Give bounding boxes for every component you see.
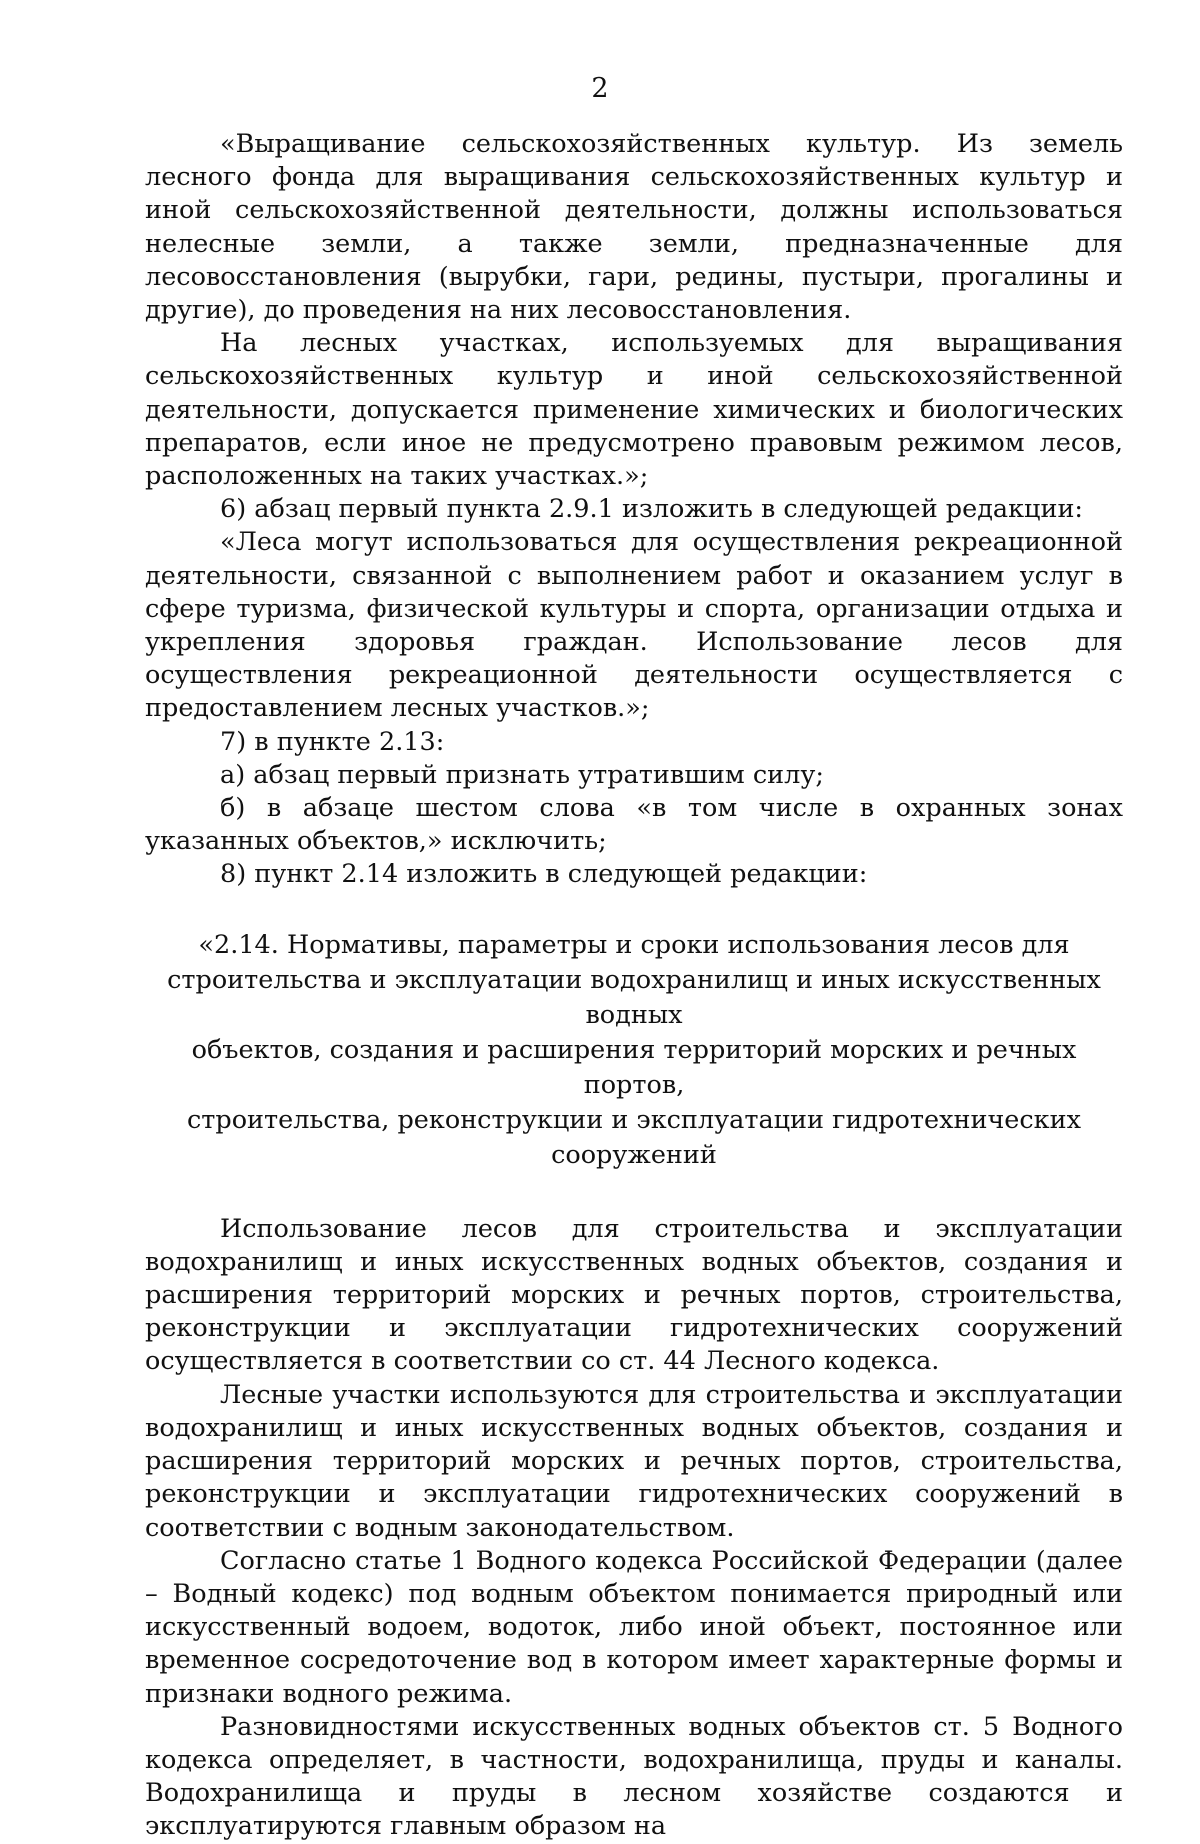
paragraph: Согласно статье 1 Водного кодекса Российской Федерации (далее – Водный кодекс) под водным объектом понимается природный или искусственный водоем, водоток, либо иной объект, постоянное или временное сосредоточение вод в котором имеет характерные формы и признаки водного режима. [145, 1545, 1123, 1709]
paragraph: Использование лесов для строительства и эксплуатации водохранилищ и иных искусственных водных объектов, создания и расширения территорий морских и речных портов, строительства, реконструкции и эксплуатации гидротехнических сооружений осуществляется в соответствии со ст. 44 Лесного кодекса. [145, 1213, 1123, 1377]
heading-line: «2.14. Нормативы, параметры и сроки использования лесов для [198, 929, 1070, 960]
paragraph: Разновидностями искусственных водных объектов ст. 5 Водного кодекса определяет, в частности, водохранилища, пруды и каналы. Водохранилища и пруды в лесном хозяйстве создаются и эксплуатируются главным образом на [145, 1711, 1123, 1842]
section-heading [145, 928, 1123, 1173]
paragraph: Лесные участки используются для строительства и эксплуатации водохранилищ и иных искусственных водных объектов, создания и расширения территорий морских и речных портов, строительства, реконструкции и эксплуатации гидротехнических сооружений в соответствии с водным законодательством. [145, 1379, 1123, 1543]
heading-line: объектов, создания и расширения территорий морских и речных портов, [191, 1034, 1077, 1100]
page-number: 2 [591, 73, 609, 104]
paragraph: 8) пункт 2.14 изложить в следующей редакции: [220, 859, 868, 890]
paragraph: «Выращивание сельскохозяйственных культур. Из земель лесного фонда для выращивания сельскохозяйственных культур и иной сельскохозяйственной деятельности, должны использоваться нелесные земли, а также земли, предназначенные для лесовосстановления (вырубки, гари, редины, пустыри, прогалины и другие), до проведения на них лесовосстановления. [145, 129, 1123, 326]
heading-line: строительства и эксплуатации водохранилищ и иных искусственных водных [167, 964, 1101, 1030]
paragraph: На лесных участках, используемых для выращивания сельскохозяйственных культур и иной сельскохозяйственной деятельности, допускается применение химических и биологических препаратов, если иное не предусмотрено правовым режимом лесов, расположенных на таких участках.»; [145, 328, 1123, 492]
heading-line: строительства, реконструкции и эксплуатации гидротехнических сооружений [186, 1104, 1081, 1170]
document-body [145, 128, 1123, 1844]
paragraph: 6) абзац первый пункта 2.9.1 изложить в следующей редакции: [220, 494, 1084, 525]
paragraph: 7) в пункте 2.13: [220, 726, 445, 757]
paragraph: «Леса могут использоваться для осуществления рекреационной деятельности, связанной с выполнением работ и оказанием услуг в сфере туризма, физической культуры и спорта, организации отдыха и укрепления здоровья граждан. Использование лесов для осуществления рекреационной деятельности осуществляется с предоставлением лесных участков.»; [145, 527, 1123, 724]
paragraph: а) абзац первый признать утратившим силу; [220, 759, 824, 790]
paragraph: б) в абзаце шестом слова «в том числе в охранных зонах указанных объектов,» исключить; [145, 793, 1123, 857]
